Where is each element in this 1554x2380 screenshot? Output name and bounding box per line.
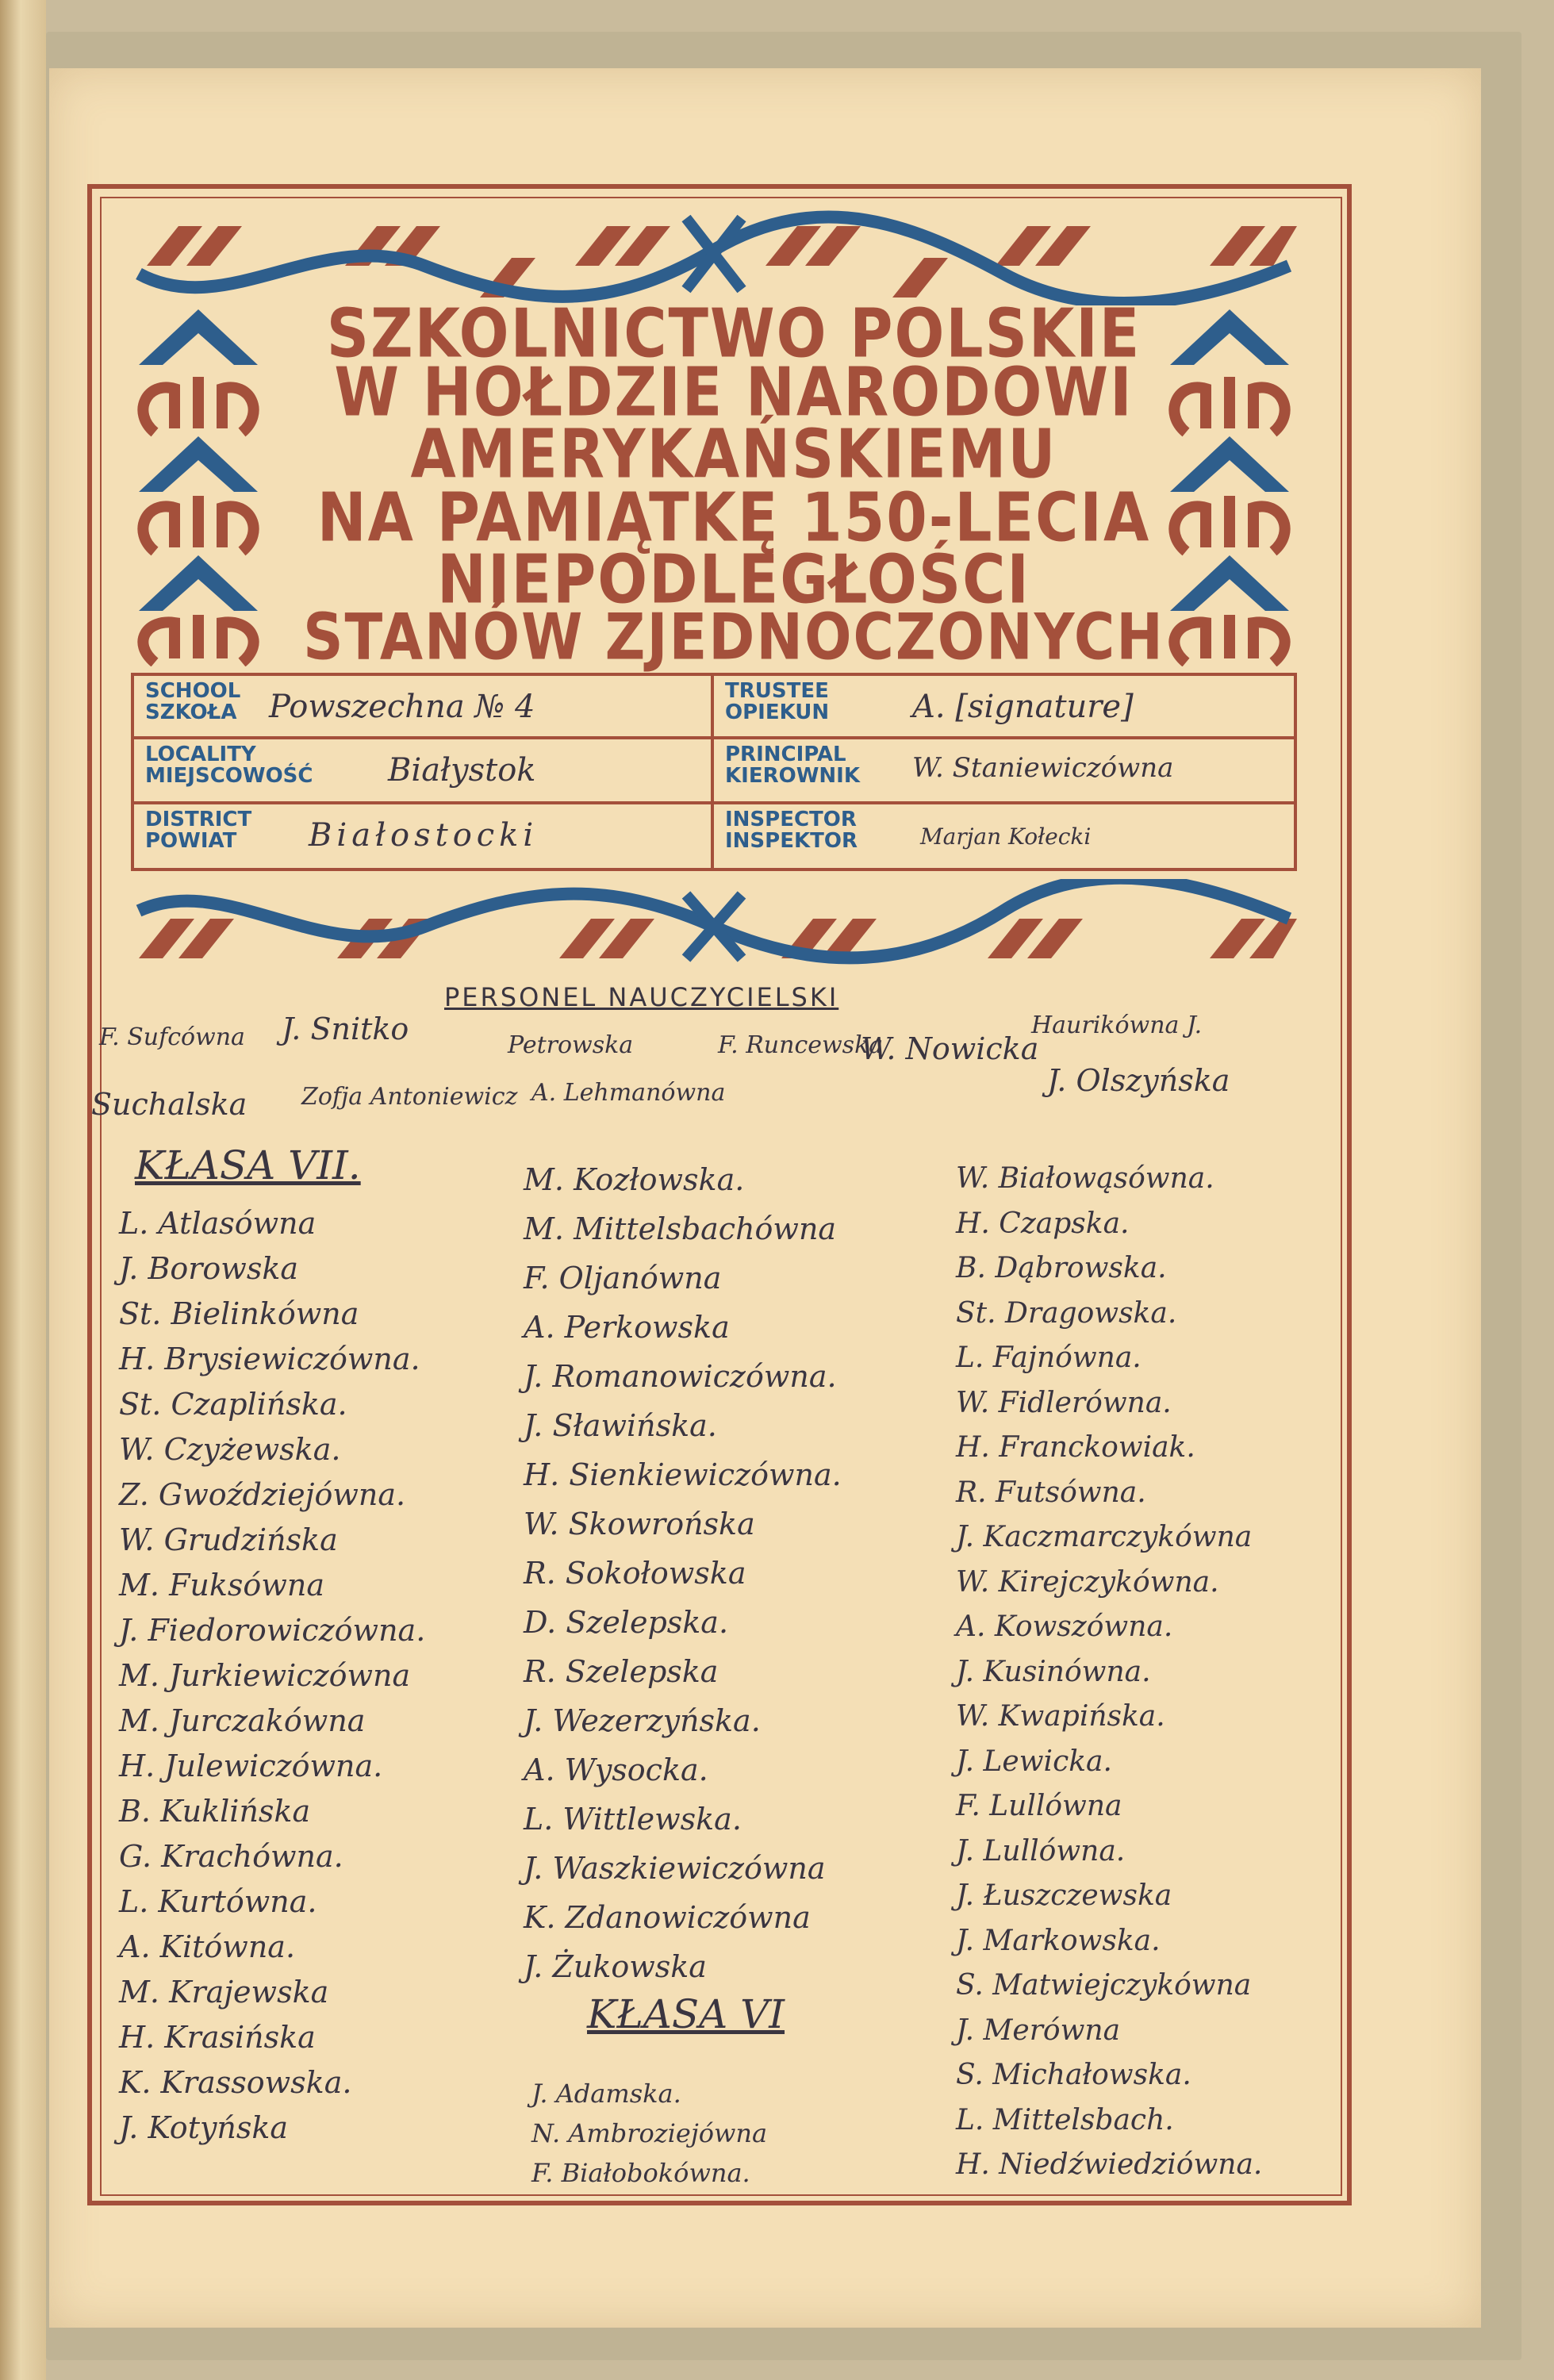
student-name: J. Wezerzyńska. [524, 1703, 761, 1738]
student-name: J. Lullówna. [956, 1834, 1126, 1868]
school-value: Powszechna № 4 [269, 689, 535, 725]
class-vi-heading: KŁASA VI [587, 1991, 785, 2037]
staff-signature: J. Snitko [282, 1012, 409, 1046]
class-vii-heading: KŁASA VII. [135, 1142, 361, 1188]
student-name: A. Kowszówna. [956, 1610, 1173, 1643]
principal-label-en: PRINCIPAL [725, 743, 846, 766]
student-name: J. Żukowska [524, 1949, 707, 1984]
student-name: S. Matwiejczykówna [956, 1969, 1252, 2002]
student-name: J. Łuszczewska [956, 1879, 1172, 1912]
locality-value: Białystok [388, 752, 536, 789]
student-name: Z. Gwoździejówna. [119, 1477, 406, 1512]
student-name: H. Krasińska [119, 2020, 316, 2055]
student-name: L. Mittelsbach. [956, 2103, 1174, 2136]
student-name: J. Sławińska. [524, 1408, 717, 1443]
student-name: St. Dragowska. [956, 1296, 1177, 1330]
title-line-1: SZKOLNICTWO POLSKIE [326, 294, 1142, 374]
trustee-label-en: TRUSTEE [725, 679, 829, 703]
student-name: D. Szelepska. [524, 1605, 729, 1640]
student-name: R. Szelepska [524, 1654, 719, 1689]
student-name: M. Kozłowska. [524, 1162, 745, 1197]
student-name: J. Borowska [119, 1251, 298, 1286]
student-name: H. Niedźwiedziówna. [956, 2148, 1263, 2181]
student-name: R. Futsówna. [956, 1476, 1146, 1509]
locality-label-pl: MIEJSCOWOŚĆ [145, 764, 313, 788]
student-name: B. Kuklińska [119, 1794, 311, 1829]
school-cell [131, 673, 714, 739]
student-name: J. Romanowiczówna. [524, 1359, 837, 1394]
student-name: J. Fiedorowiczówna. [119, 1613, 426, 1648]
student-name: J. Kusinówna. [956, 1655, 1151, 1688]
student-name: H. Franckowiak. [956, 1431, 1195, 1464]
student-name: J. Merówna [956, 2013, 1121, 2047]
left-ornament [131, 301, 266, 666]
student-name: St. Bielinkówna [119, 1296, 359, 1331]
student-name: K. Zdanowiczówna [524, 1900, 811, 1935]
student-name: J. Waszkiewiczówna [524, 1851, 826, 1886]
student-name: B. Dąbrowska. [956, 1252, 1167, 1284]
staff-signature: J. Olszyńska [1047, 1063, 1230, 1098]
student-name: S. Michałowska. [956, 2059, 1191, 2091]
student-name: L. Fajnówna. [956, 1342, 1142, 1374]
title-line-6: STANÓW ZJEDNOCZONYCH [303, 599, 1165, 675]
staff-signature: Petrowska [508, 1031, 634, 1059]
student-name: W. Czyżewska. [119, 1432, 341, 1467]
staff-signature: W. Nowicka [861, 1031, 1039, 1066]
district-label-pl: POWIAT [145, 829, 237, 853]
trustee-cell [711, 673, 1297, 739]
student-name: K. Krassowska. [119, 2065, 352, 2100]
student-name: J. Markowska. [956, 1924, 1161, 1957]
student-name: W. Kirejczykówna. [956, 1565, 1219, 1599]
school-info-table [131, 673, 1297, 871]
student-name: G. Krachówna. [119, 1839, 343, 1874]
student-name: J. Kotyńska [119, 2110, 289, 2145]
staff-signature: Zofja Antoniewicz [301, 1083, 518, 1111]
student-name: L. Wittlewska. [524, 1802, 742, 1837]
student-name: L. Kurtówna. [119, 1884, 317, 1919]
student-name: H. Sienkiewiczówna. [524, 1457, 842, 1492]
student-name: W. Skowrońska [524, 1507, 755, 1541]
school-label-pl: SZKOŁA [145, 701, 237, 724]
student-name: N. Ambroziejówna [531, 2118, 768, 2148]
principal-label-pl: KIEROWNIK [725, 764, 860, 788]
principal-value: W. Staniewiczówna [912, 752, 1174, 784]
student-name: W. Grudzińska [119, 1522, 338, 1557]
student-name: H. Czapska. [956, 1207, 1130, 1240]
staff-signature: Haurikówna J. [1031, 1012, 1203, 1039]
title-line-2: W HOŁDZIE NARODOWI [334, 353, 1134, 432]
student-name: A. Kitówna. [119, 1929, 296, 1964]
title-line-4: NA PAMIĄTKĘ 150-LECIA [317, 478, 1151, 558]
student-name: M. Jurkiewiczówna [119, 1658, 411, 1693]
staff-signature: A. Lehmanówna [531, 1079, 726, 1107]
title-line-3: AMERYKAŃSKIEMU [410, 415, 1057, 494]
student-name: H. Julewiczówna. [119, 1749, 383, 1783]
student-name: M. Jurczakówna [119, 1703, 366, 1738]
trustee-value: A. [signature] [912, 689, 1134, 725]
locality-label-en: LOCALITY [145, 743, 256, 766]
student-name: M. Mittelsbachówna [524, 1211, 837, 1246]
student-name: L. Atlasówna [119, 1206, 317, 1241]
student-name: J. Adamska. [531, 2079, 681, 2109]
locality-cell [131, 736, 714, 804]
principal-cell [711, 736, 1297, 804]
district-cell [131, 801, 714, 871]
student-name: W. Kwapińska. [956, 1700, 1165, 1733]
student-name: A. Wysocka. [524, 1752, 708, 1787]
inspector-cell [711, 801, 1297, 871]
student-name: H. Brysiewiczówna. [119, 1342, 420, 1376]
student-name: W. Fidlerówna. [956, 1386, 1172, 1419]
inspector-value: Marjan Kołecki [920, 823, 1092, 850]
student-name: J. Lewicka. [956, 1745, 1112, 1778]
student-name: F. Oljanówna [524, 1261, 722, 1296]
student-name: St. Czaplińska. [119, 1387, 347, 1422]
inspector-label-pl: INSPEKTOR [725, 829, 858, 853]
student-name: M. Fuksówna [119, 1568, 324, 1603]
district-label-en: DISTRICT [145, 808, 252, 831]
staff-signature: Suchalska [91, 1087, 247, 1122]
top-ornament [131, 210, 1297, 305]
inspector-label-en: INSPECTOR [725, 808, 857, 831]
student-name: M. Krajewska [119, 1975, 329, 2010]
student-name: J. Kaczmarczykówna [956, 1521, 1253, 1553]
trustee-label-pl: OPIEKUN [725, 701, 830, 724]
book-binding [0, 0, 46, 2380]
student-name: R. Sokołowska [524, 1556, 746, 1591]
title-line-5: NIEPODLEGŁOŚCI [437, 540, 1030, 620]
student-name: F. Lullówna [956, 1790, 1122, 1822]
staff-signature: F. Sufcówna [99, 1023, 245, 1051]
bottom-ornament [131, 879, 1297, 966]
school-label-en: SCHOOL [145, 679, 241, 703]
personnel-title: PERSONEL NAUCZYCIELSKI [444, 982, 839, 1012]
student-name: W. Białowąsówna. [956, 1162, 1214, 1195]
student-name: F. Białobokówna. [531, 2158, 750, 2188]
staff-signature: F. Runcewska [718, 1031, 884, 1059]
district-value: Białostocki [309, 817, 539, 854]
student-name: A. Perkowska [524, 1310, 730, 1345]
